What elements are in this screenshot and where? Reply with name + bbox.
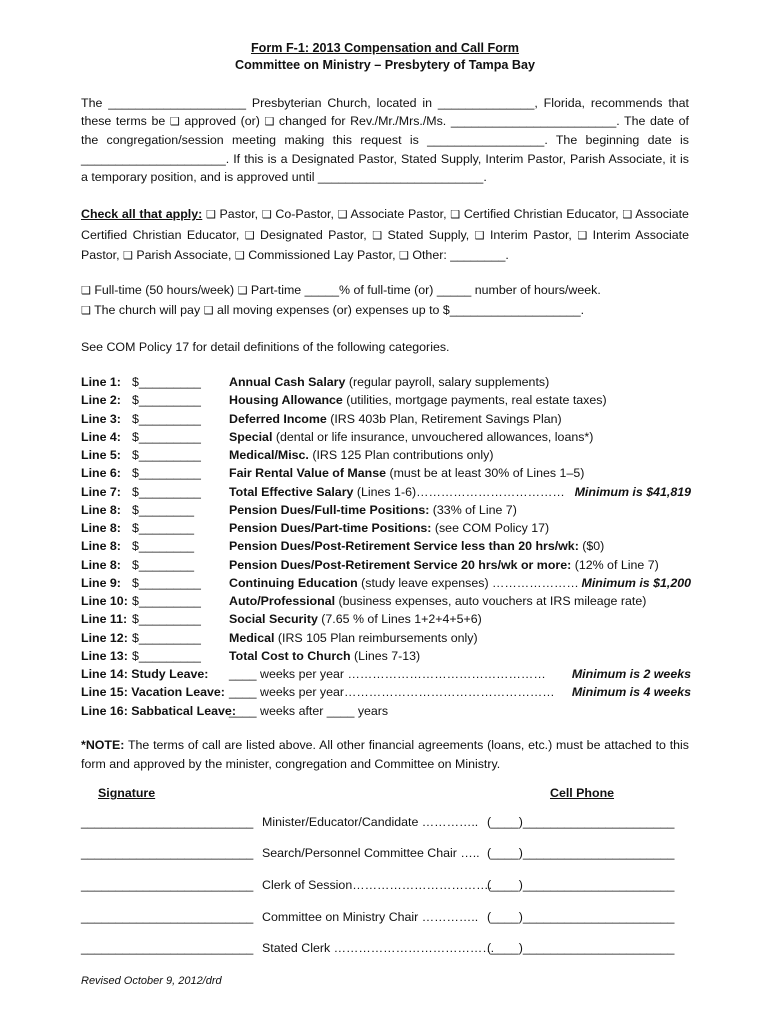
signer-role: Stated Clerk ………………………………… <box>262 941 495 955</box>
fulltime-label: Full-time (50 hours/week) <box>94 283 235 297</box>
signature-row <box>81 846 689 864</box>
intro-text-1: The ____________________ Presbyterian Church, located in ______________, Florida, recommends that these terms be <box>81 96 689 129</box>
line-detail: (utilities, mortgage payments, real estate taxes) <box>342 393 607 408</box>
line-description <box>229 629 478 647</box>
note-text: The terms of call are listed above. All other financial agreements (loans, etc.) must be attached to this form and approved by the minister, congregation and Committee on Ministry. <box>81 738 689 771</box>
line-minimum: Minimum is 4 weeks <box>571 685 691 700</box>
line-label: Line 13: <box>81 648 128 663</box>
position-option-label: Associate Pastor, <box>350 207 447 221</box>
line-detail: (business expenses, auto vouchers at IRS mileage rate) <box>335 594 647 608</box>
compensation-line-row <box>81 683 691 701</box>
compensation-line-row <box>81 592 691 610</box>
cell-phone-field[interactable]: (____)______________________ <box>487 815 675 829</box>
signature-line[interactable]: _________________________ <box>81 941 254 955</box>
cell-phone-heading: Cell Phone <box>550 786 615 800</box>
line-label: Line 11: <box>81 612 128 627</box>
line-label: Line 1: <box>81 375 121 389</box>
position-checkbox[interactable]: ❑ <box>622 209 633 221</box>
line-title: Pension Dues/Part-time Positions: <box>229 521 432 535</box>
compensation-line-row <box>81 629 691 647</box>
line-label: Line 2: <box>81 393 121 408</box>
checkbox-church-pay[interactable]: ❑ <box>81 305 91 317</box>
line-description <box>229 647 420 665</box>
line-detail: (33% of Line 7) <box>429 502 517 517</box>
line-amount-field[interactable]: $________ <box>132 502 195 517</box>
line-detail: ($0) <box>578 539 605 554</box>
policy-note: See COM Policy 17 for detail definitions of the following categories. <box>81 340 450 354</box>
form-title: Form F-1: 2013 Compensation and Call Form <box>250 41 519 55</box>
signer-role: Committee on Ministry Chair ………….. <box>262 910 479 924</box>
intro-paragraph <box>81 94 689 186</box>
position-option-label: Interim Pastor, <box>489 227 572 242</box>
line-title: Pension Dues/Full-time Positions: <box>229 502 430 517</box>
line-label: Line 7: <box>81 484 121 499</box>
position-checklist <box>81 205 689 267</box>
signer-role: Search/Personnel Committee Chair ….. <box>262 846 480 860</box>
signer-role: Clerk of Session……………………………. <box>262 878 492 892</box>
note-label: *NOTE: <box>81 738 125 752</box>
line-title: Total Cost to Church <box>229 648 351 663</box>
cell-phone-field[interactable]: (____)______________________ <box>487 910 675 924</box>
line-description <box>229 501 517 519</box>
line-title: Housing Allowance <box>229 393 343 408</box>
cell-phone-field[interactable]: (____)______________________ <box>487 878 675 892</box>
signature-row <box>81 815 689 833</box>
line-description <box>229 702 388 720</box>
line-amount-field[interactable]: $_________ <box>132 393 201 408</box>
line-label: Line 14: Study Leave: <box>81 667 209 681</box>
line-label: Line 15: Vacation Leave: <box>81 685 225 700</box>
cell-phone-field[interactable]: (____)______________________ <box>487 846 675 860</box>
line-label: Line 10: <box>81 594 128 608</box>
position-option-label: Stated Supply, <box>387 227 470 242</box>
line-title: Fair Rental Value of Manse <box>229 466 386 481</box>
compensation-line-row <box>81 428 691 446</box>
checkbox-moving[interactable]: ❑ <box>203 305 214 317</box>
compensation-line-row <box>81 537 691 555</box>
check-all-heading: Check all that apply: <box>81 207 203 221</box>
signature-row <box>81 941 689 959</box>
line-minimum: Minimum is 2 weeks <box>571 667 691 681</box>
position-option-label: Associate Certified Christian Educator, <box>81 207 689 242</box>
position-option-label: Certified Christian Educator, <box>463 207 619 221</box>
line-label: Line 6: <box>81 466 121 481</box>
line-label: Line 5: <box>81 448 121 462</box>
line-amount-field[interactable]: $_________ <box>132 594 201 608</box>
signature-heading: Signature <box>98 786 156 800</box>
line-label: Line 9: <box>81 575 121 590</box>
compensation-line-row <box>81 373 691 391</box>
line-description <box>229 574 579 592</box>
position-checkbox[interactable]: ❑ <box>234 250 245 262</box>
line-detail: (must be at least 30% of Lines 1–5) <box>386 466 585 481</box>
position-option-label: Designated Pastor, <box>260 227 367 242</box>
line-label: Line 16: Sabbatical Leave: <box>81 703 236 718</box>
line-detail: (Lines 7-13) <box>350 648 421 663</box>
line-description <box>229 410 562 428</box>
line-label: Line 4: <box>81 429 121 444</box>
compensation-line-row <box>81 556 691 574</box>
line-minimum: Minimum is $41,819 <box>574 484 691 499</box>
compensation-line-row <box>81 519 691 537</box>
compensation-line-row <box>81 647 691 665</box>
signature-line[interactable]: _________________________ <box>81 846 254 860</box>
line-amount-field[interactable]: $_________ <box>132 411 201 426</box>
compensation-line-row <box>81 410 691 428</box>
line-description <box>229 556 659 574</box>
signer-role: Minister/Educator/Candidate ………….. <box>262 815 479 829</box>
compensation-line-row <box>81 665 691 683</box>
line-detail: (Lines 1-6)……………………………… <box>353 484 565 499</box>
parttime-label: Part-time _____% of full-time (or) _____ number of hours/week. <box>250 283 601 297</box>
line-title: Medical <box>229 630 275 645</box>
compensation-lines <box>81 373 691 720</box>
line-detail: (regular payroll, salary supplements) <box>345 375 550 389</box>
form-subtitle: Committee on Ministry – Presbytery of Tampa Bay <box>235 58 535 72</box>
line-description <box>229 446 493 464</box>
line-label: Line 8: <box>81 502 121 517</box>
compensation-line-row <box>81 446 691 464</box>
line-description <box>229 391 607 409</box>
compensation-line-row <box>81 610 691 628</box>
line-description <box>229 483 565 501</box>
compensation-line-row <box>81 391 691 409</box>
signature-row <box>81 910 689 928</box>
position-option-label: Other: ________. <box>412 248 509 262</box>
position-checkbox[interactable]: ❑ <box>450 209 461 221</box>
line-amount-field[interactable]: $_________ <box>132 630 201 645</box>
line-detail: ____ weeks per year ………………………………………… <box>229 667 546 681</box>
line-label: Line 3: <box>81 411 121 426</box>
line-title: Auto/Professional <box>229 594 336 608</box>
line-amount-field[interactable]: $________ <box>132 521 195 535</box>
line-detail: (7.65 % of Lines 1+2+4+5+6) <box>317 612 482 627</box>
line-description <box>229 519 549 537</box>
checkbox-fulltime[interactable]: ❑ <box>81 285 91 297</box>
line-title: Total Effective Salary <box>229 484 354 499</box>
line-title: Pension Dues/Post-Retirement Service less than 20 hrs/wk: <box>229 539 579 554</box>
line-title: Continuing Education <box>229 575 358 590</box>
checkbox-parttime[interactable]: ❑ <box>237 285 248 297</box>
position-option-label: Interim Associate Pastor, <box>81 227 689 262</box>
compensation-line-row <box>81 574 691 592</box>
line-amount-field[interactable]: $_________ <box>132 575 201 590</box>
line-description <box>229 592 646 610</box>
line-amount-field[interactable]: $_________ <box>132 484 201 499</box>
checkbox-changed[interactable]: ❑ <box>264 116 275 129</box>
line-detail: ____ weeks per year…………………………………………… <box>229 685 555 700</box>
line-amount-field[interactable]: $_________ <box>132 466 201 481</box>
line-detail: (IRS 105 Plan reimbursements only) <box>274 630 478 645</box>
line-title: Annual Cash Salary <box>229 375 346 389</box>
line-amount-field[interactable]: $________ <box>132 557 195 572</box>
line-description <box>229 683 555 701</box>
line-label: Line 12: <box>81 630 128 645</box>
line-amount-field[interactable]: $_________ <box>132 612 201 627</box>
line-detail: (IRS 403b Plan, Retirement Savings Plan) <box>326 411 562 426</box>
compensation-line-row <box>81 483 691 501</box>
line-amount-field[interactable]: $_________ <box>132 429 201 444</box>
position-checkbox[interactable]: ❑ <box>261 209 272 221</box>
church-pay-label: The church will pay <box>94 303 201 317</box>
position-checkbox[interactable]: ❑ <box>123 250 133 262</box>
position-option-label: Pastor, <box>219 207 259 221</box>
line-label: Line 8: <box>81 539 121 554</box>
line-detail: ____ weeks after ____ years <box>229 703 389 718</box>
line-amount-field[interactable]: $_________ <box>132 648 201 663</box>
line-label: Line 8: <box>81 557 121 572</box>
signature-line[interactable]: _________________________ <box>81 878 254 892</box>
line-amount-field[interactable]: $________ <box>132 539 195 554</box>
intro-text-2: approved (or) <box>179 114 265 129</box>
line-description <box>229 373 549 391</box>
line-detail: (study leave expenses) ………………… <box>357 575 579 590</box>
line-description <box>229 464 584 482</box>
line-detail: (dental or life insurance, unvouchered allowances, loans*) <box>272 429 594 444</box>
position-checkbox[interactable]: ❑ <box>399 250 409 262</box>
line-description <box>229 665 546 683</box>
position-checkbox[interactable]: ❑ <box>205 209 216 221</box>
line-title: Special <box>229 429 273 444</box>
position-option-label: Commissioned Lay Pastor, <box>248 248 396 262</box>
line-title: Deferred Income <box>229 411 327 426</box>
position-checkbox[interactable]: ❑ <box>474 229 485 242</box>
line-detail: (12% of Line 7) <box>571 557 659 572</box>
intro-text-3: changed for Rev./Mr./Mrs./Ms. ________________________. The date of the congregation/session meeting making this request is _________________. The beginning date is _____________________. If this is a Designated Pastor, Stated Supply, Interim Pastor, Parish Associate, it is a temporary position, and is approved until ________________________. <box>81 114 690 184</box>
line-title: Pension Dues/Post-Retirement Service 20 hrs/wk or more: <box>229 557 572 572</box>
compensation-line-row <box>81 501 691 519</box>
position-option-label: Parish Associate, <box>136 248 232 262</box>
line-description <box>229 610 482 628</box>
position-checkbox[interactable]: ❑ <box>577 229 588 242</box>
signature-line[interactable]: _________________________ <box>81 815 254 829</box>
signature-row <box>81 878 689 896</box>
position-checkbox[interactable]: ❑ <box>372 229 383 242</box>
compensation-line-row <box>81 702 691 720</box>
line-amount-field[interactable]: $_________ <box>132 448 201 462</box>
line-description <box>229 537 604 555</box>
line-title: Medical/Misc. <box>229 448 309 462</box>
line-title: Social Security <box>229 612 318 627</box>
line-minimum: Minimum is $1,200 <box>581 575 691 590</box>
checkbox-approved[interactable]: ❑ <box>169 116 180 129</box>
line-description <box>229 428 593 446</box>
position-checkbox[interactable]: ❑ <box>337 209 348 221</box>
moving-label: all moving expenses (or) expenses up to $___________________. <box>216 303 585 317</box>
cell-phone-field[interactable]: (____)______________________ <box>487 941 675 955</box>
compensation-line-row <box>81 464 691 482</box>
position-checkbox[interactable]: ❑ <box>244 229 255 242</box>
line-label: Line 8: <box>81 521 121 535</box>
position-option-label: Co-Pastor, <box>275 207 334 221</box>
line-detail: (see COM Policy 17) <box>431 521 550 535</box>
signature-line[interactable]: _________________________ <box>81 910 254 924</box>
revision-note: Revised October 9, 2012/drd <box>81 975 222 987</box>
note-paragraph <box>81 736 689 773</box>
time-paragraph <box>81 281 689 321</box>
line-detail: (IRS 125 Plan contributions only) <box>308 448 494 462</box>
line-amount-field[interactable]: $_________ <box>132 375 201 389</box>
